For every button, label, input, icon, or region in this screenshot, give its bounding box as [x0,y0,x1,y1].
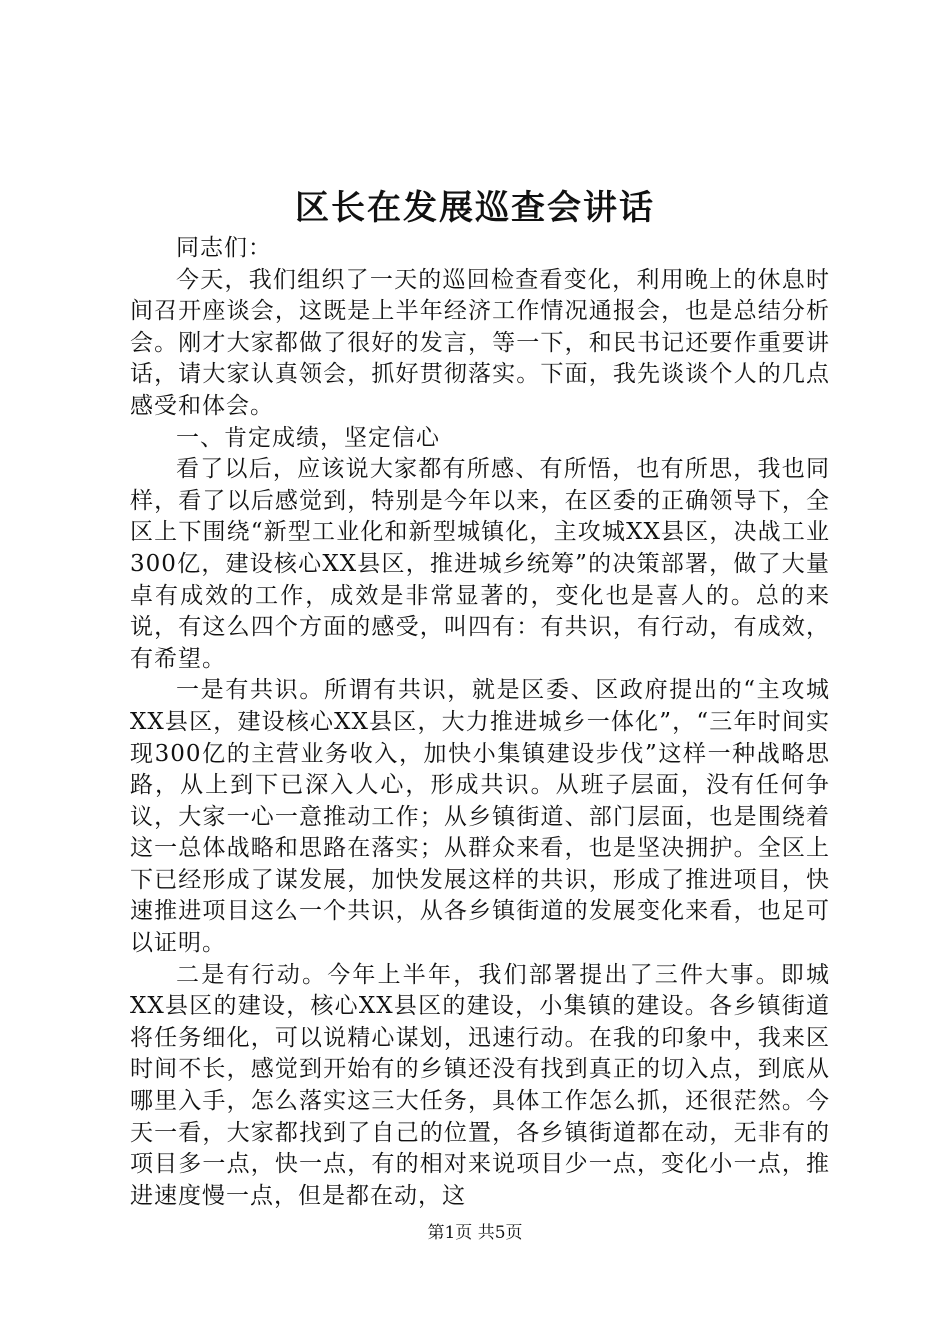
body-paragraph: 一是有共识。所谓有共识，就是区委、区政府提出的“主攻城XX县区，建设核心XX县区，大力推进城乡一体化”，“三年时间实现300亿的主营业务收入，加快小集镇建设步伐”这样一种战略思路，从上到下已深入人心，形成共识。从班子层面，没有任何争议，大家一心一意推动工作；从乡镇街道、部门层面，也是围绕着这一总体战略和思路在落实；从群众来看，也是坚决拥护。全区上下已经形成了谋发展，加快发展这样的共识，形成了推进项目，快速推进项目这么一个共识，从各乡镇街道的发展变化来看，也足可以证明。 [130,677,830,957]
body-paragraph: 看了以后，应该说大家都有所感、有所悟，也有所思，我也同样，看了以后感觉到，特别是今年以来，在区委的正确领导下，全区上下围绕“新型工业化和新型城镇化，主攻城XX县区，决战工业300亿，建设核心XX县区，推进城乡统筹”的决策部署，做了大量卓有成效的工作，成效是非常显著的，变化也是喜人的。总的来说，有这么四个方面的感受，叫四有：有共识，有行动，有成效，有希望。 [130,456,830,672]
body-paragraph: 二是有行动。今年上半年，我们部署提出了三件大事。即城XX县区的建设，核心XX县区的建设，小集镇的建设。各乡镇街道将任务细化，可以说精心谋划，迅速行动。在我的印象中，我来区时间不长，感觉到开始有的乡镇还没有找到真正的切入点，到底从哪里入手，怎么落实这三大任务，具体工作怎么抓，还很茫然。今天一看，大家都找到了自己的位置，各乡镇街道都在动，无非有的项目多一点，快一点，有的相对来说项目少一点，变化小一点，推进速度慢一点，但是都在动，这 [130,961,830,1209]
opening-paragraph: 今天，我们组织了一天的巡回检查看变化，利用晚上的休息时间召开座谈会，这既是上半年经济工作情况通报会，也是总结分析会。刚才大家都做了很好的发言，等一下，和民书记还要作重要讲话，请大家认真领会，抓好贯彻落实。下面，我先谈谈个人的几点感受和体会。 [130,266,830,419]
page-footer: 第1页 共5页 [427,1223,523,1243]
document-title: 区长在发展巡查会讲话 [295,188,655,228]
section-heading: 一、肯定成绩，坚定信心 [176,424,440,451]
document-body [130,233,830,1212]
salutation-paragraph: 同志们： [176,235,272,261]
